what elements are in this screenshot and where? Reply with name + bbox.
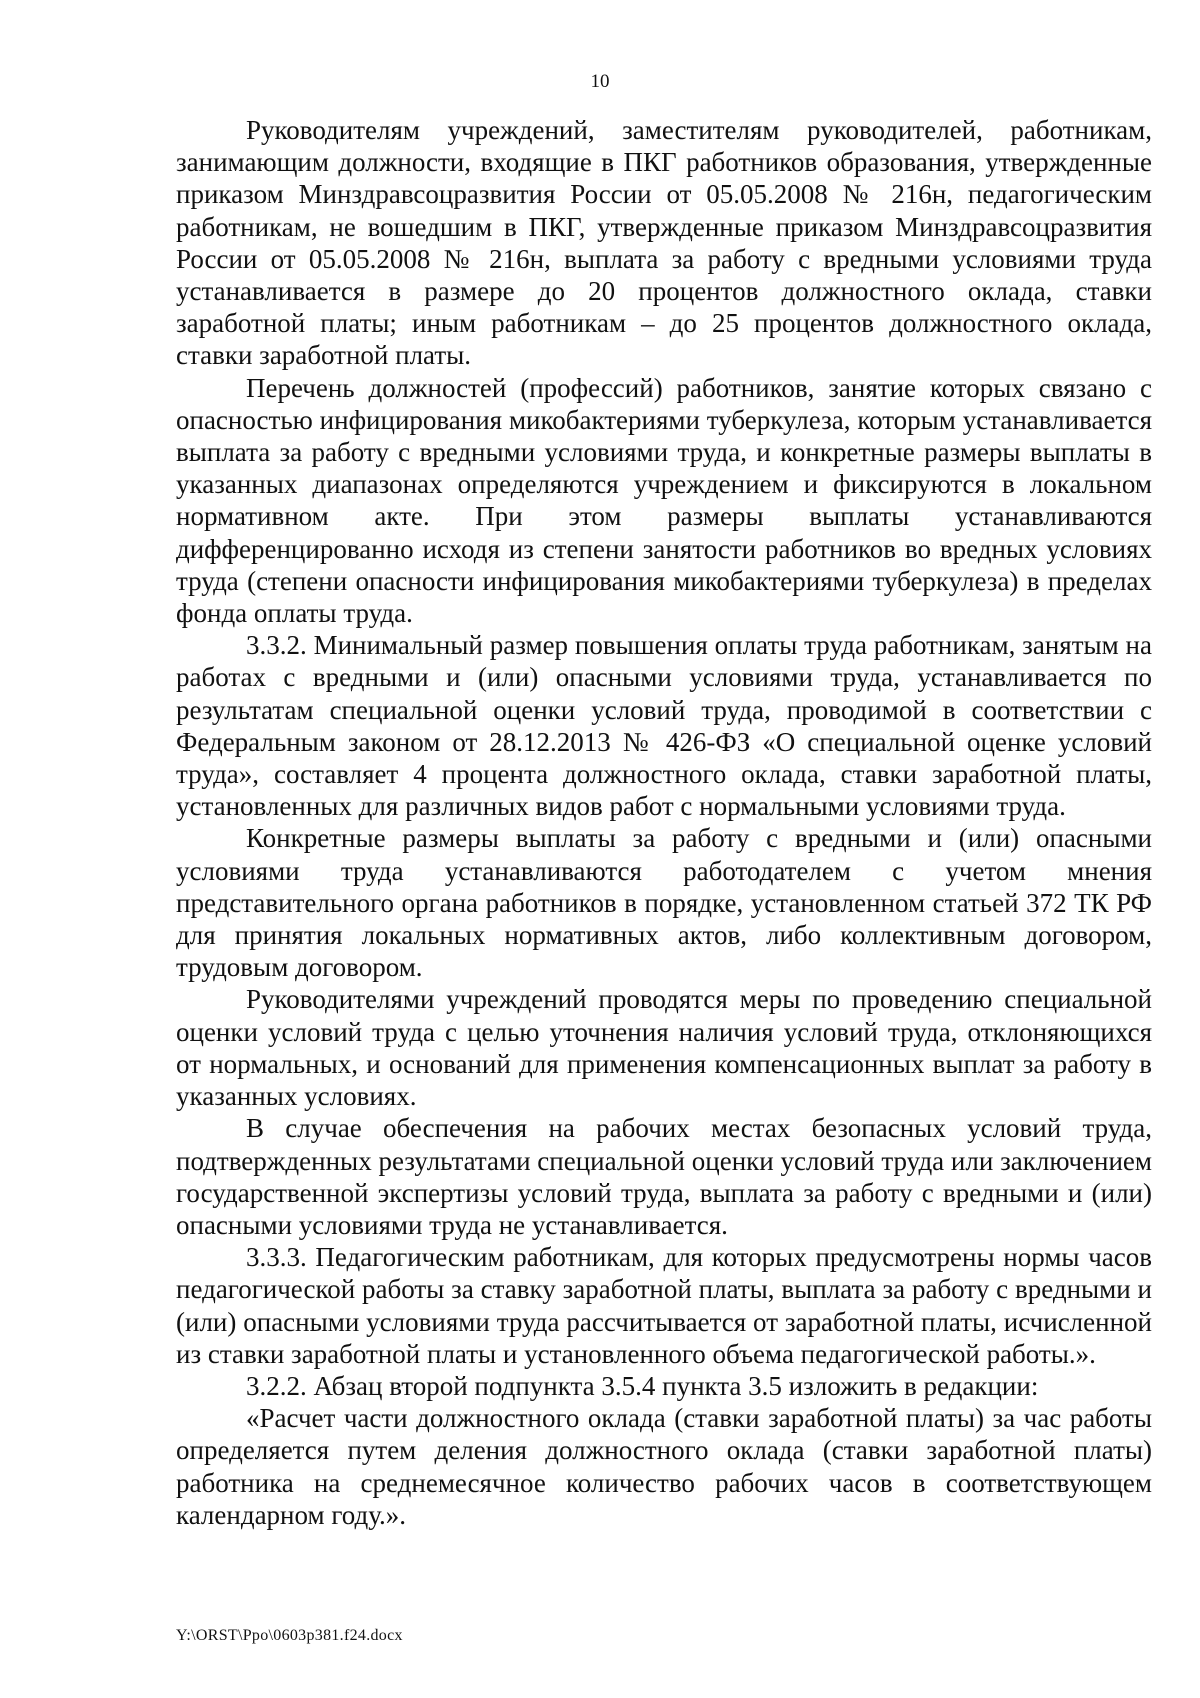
page-number: 10 <box>590 71 610 92</box>
paragraph: Руководителям учреждений, заместителям руководителей, работникам, занимающим должности, входящие в ПКГ работников образования, утвержденные приказом Минздравсоцразвития России от 05.05.2008 № 216н, педагогическим работникам, не вошедшим в ПКГ, утвержденные приказом Минздравсоцразвития России от 05.05.2008 № 216н, выплата за работу с вредными условиями труда устанавливается в размере до 20 процентов должностного оклада, ставки заработной платы; иным работникам – до 25 процентов должностного оклада, ставки заработной платы. <box>176 115 1152 371</box>
paragraph: 3.3.3. Педагогическим работникам, для которых предусмотрены нормы часов педагогической работы за ставку заработной платы, выплата за работу с вредными и (или) опасными условиями труда рассчитывается от заработной платы, исчисленной из ставки заработной платы и установленного объема педагогической работы.». <box>176 1242 1152 1369</box>
paragraph: «Расчет части должностного оклада (ставки заработной платы) за час работы определяется путем деления должностного оклада (ставки заработной платы) работника на среднемесячное количество рабочих часов в соответствующем календарном году.». <box>176 1403 1152 1530</box>
paragraph: Конкретные размеры выплаты за работу с вредными и (или) опасными условиями труда устанавливаются работодателем с учетом мнения представительного органа работников в порядке, установленном статьей 372 ТК РФ для принятия локальных нормативных актов, либо коллективным договором, трудовым договором. <box>176 823 1152 983</box>
file-path-footer: Y:\ORST\Ppo\0603p381.f24.docx <box>176 1627 403 1644</box>
paragraph: 3.2.2. Абзац второй подпункта 3.5.4 пункта 3.5 изложить в редакции: <box>246 1370 1039 1401</box>
document-body <box>176 114 1152 1531</box>
paragraph: Руководителями учреждений проводятся меры по проведению специальной оценки условий труда с целью уточнения наличия условий труда, отклоняющихся от нормальных, и оснований для применения компенсационных выплат за работу в указанных условиях. <box>176 984 1152 1112</box>
paragraph: 3.3.2. Минимальный размер повышения оплаты труда работникам, занятым на работах с вредными и (или) опасными условиями труда, устанавливается по результатам специальной оценки условий труда, проводимой в соответствии с Федеральным законом от 28.12.2013 № 426-ФЗ «О специальной оценке условий труда», составляет 4 процента должностного оклада, ставки заработной платы, установленных для различных видов работ с нормальными условиями труда. <box>176 630 1152 822</box>
paragraph: Перечень должностей (профессий) работников, занятие которых связано с опасностью инфицирования микобактериями туберкулеза, которым устанавливается выплата за работу с вредными условиями труда, и конкретные размеры выплаты в указанных диапазонах определяются учреждением и фиксируются в локальном нормативном акте. При этом размеры выплаты устанавливаются дифференцированно исходя из степени занятости работников во вредных условиях труда (степени опасности инфицирования микобактериями туберкулеза) в пределах фонда оплаты труда. <box>176 372 1152 629</box>
paragraph: В случае обеспечения на рабочих местах безопасных условий труда, подтвержденных результатами специальной оценки условий труда или заключением государственной экспертизы условий труда, выплата за работу с вредными и (или) опасными условиями труда не устанавливается. <box>176 1113 1152 1240</box>
